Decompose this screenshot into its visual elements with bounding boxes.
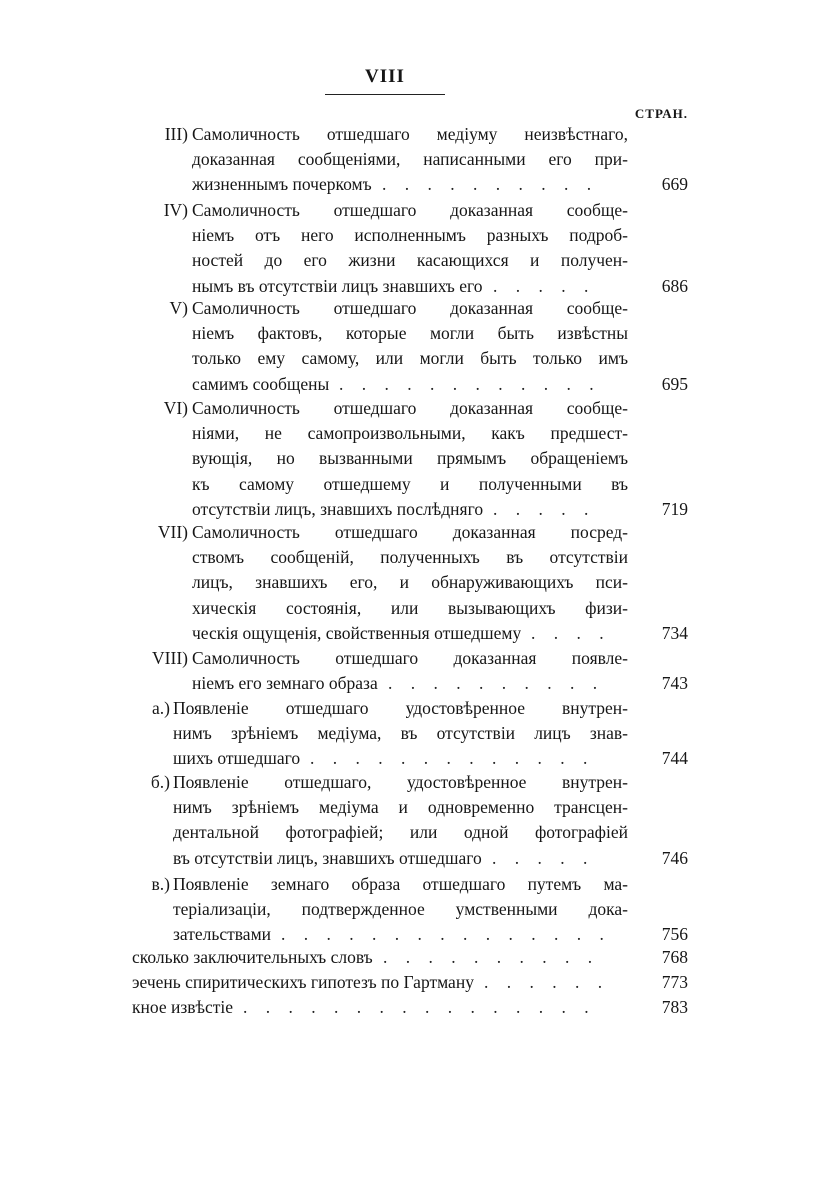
toc-entry-text-line: нымъ въ отсутствіи лицъ знавшихъ его [192,275,483,296]
page-column-header: СТРАН. [634,106,688,121]
toc-entry-text-line: зательствами [173,924,272,945]
toc-entry-text-line: доказанная сообщеніями, написанными его при- [192,149,628,170]
dot-leader: . . . . . [493,498,596,519]
toc-entry-text-line: только ему самому, или могли быть только имъ [192,348,628,369]
toc-entry-text-line: Самоличность отшедшаго доказанная появле- [192,648,628,668]
dot-leader: . . . . . . . . . . . . . . . [281,924,611,945]
toc-entry-text-line: отсутствіи лицъ, знавшихъ послѣдняго [192,498,484,519]
toc-entry-page-number: 719 [661,498,688,519]
toc-entry-text-line: Появленіе отшедшаго удостовѣренное внутрен- [173,698,628,718]
toc-entry-text-line: Самоличность отшедшаго доказанная сообще- [192,398,628,418]
toc-entry-label: VII) [157,522,188,542]
toc-entry-text-line: вующія, но вызванными прямымъ обращеніемъ [192,448,628,469]
dot-leader: . . . . [531,622,611,643]
dot-leader: . . . . . [492,847,595,868]
dot-leader: . . . . . . . . . . [383,947,600,967]
toc-entry-label: VI) [163,398,188,418]
toc-entry-page-number: 756 [661,924,688,945]
dot-leader: . . . . . . . . . . [388,673,605,694]
toc-entry-page-number: 744 [661,748,688,769]
toc-entry-page-number: 686 [661,275,688,296]
toc-entry-text-line: ческія ощущенія, свойственныя отшедшему [192,622,522,643]
toc-entry-text-line: сколько заключительныхъ словъ [132,947,373,967]
dot-leader: . . . . . . [484,972,610,992]
toc-entry-page-number: 695 [661,373,688,394]
toc-entry-label: V) [169,298,188,318]
toc-entry-page-number: 746 [661,847,688,868]
toc-entry-label: III) [164,124,188,144]
dot-leader: . . . . . [493,275,596,296]
toc-entry-label: IV) [163,200,188,220]
dot-leader: . . . . . . . . . . [382,174,599,195]
toc-entry-page-number: 734 [661,622,688,643]
toc-entry-page-number: 743 [661,673,688,694]
toc-entry-page-number: 773 [661,972,688,992]
toc-entry-text-line: нимъ зрѣніемъ медіума, въ отсутствіи лицъ знав- [173,723,628,744]
toc-entry-text-line: эечень спиритическихъ гипотезъ по Гартману [132,972,474,992]
toc-entry-text-line: ніемъ его земнаго образа [192,673,378,694]
toc-entry-text-line: ностей до его жизни касающихся и получен- [192,250,628,271]
toc-entry-text-line: Появленіе отшедшаго, удостовѣренное внутрен- [173,772,628,792]
toc-entry-text-line: лицъ, знавшихъ его, и обнаруживающихъ пси- [192,572,628,593]
toc-entry-text-line: шихъ отшедшаго [173,748,301,769]
toc-entry-text-line: Самоличность отшедшаго доказанная сообще- [192,200,628,220]
dot-leader: . . . . . . . . . . . . . . . . [243,997,596,1017]
toc-entry-text-line: ствомъ сообщеній, полученныхъ въ отсутствіи [192,547,628,568]
toc-entry-text-line: нимъ зрѣніемъ медіума и одновременно трансцен- [173,797,628,818]
toc-entry-text-line: кное извѣстіе [132,997,234,1017]
toc-entry-text-line: ніемъ фактовъ, которые могли быть извѣстны [192,323,628,344]
toc-entry-text-line: Появленіе земнаго образа отшедшаго путемъ ма- [173,874,628,894]
toc-entry-page-number: 768 [661,947,688,967]
toc-entry-text-line: Самоличность отшедшаго доказанная сообще- [192,298,628,318]
toc-entry-page-number: 783 [661,997,688,1017]
header-rule [325,94,445,95]
toc-entry-text-line: Самоличность отшедшаго доказанная посред- [192,522,628,542]
toc-entry-text-line: жизненнымъ почеркомъ [192,174,372,195]
toc-entry-text-line: ніемъ отъ него исполненнымъ разныхъ подроб- [192,225,628,246]
toc-entry-page-number: 669 [661,174,688,195]
toc-entry-label: а.) [152,698,170,718]
toc-entry-text-line: ніями, не самопроизвольными, какъ предшест- [192,423,628,444]
toc-entry-text-line: хическія состоянія, или вызывающихъ физи- [192,597,628,618]
toc-entry-label: б.) [150,772,170,792]
toc-entry-label: в.) [151,874,170,894]
toc-entry-text-line: въ отсутствіи лицъ, знавшихъ отшедшаго [173,847,482,868]
toc-entry-text-line: дентальной фотографіей; или одной фотографіей [173,822,628,843]
toc-entry-text-line: къ самому отшедшему и полученными въ [192,473,628,494]
dot-leader: . . . . . . . . . . . . [339,373,601,394]
page-number: VIII [365,66,405,87]
toc-entry-label: VIII) [152,648,188,668]
toc-entry-text-line: теріализаціи, подтвержденное умственными дока- [173,899,628,920]
toc-entry-text-line: Самоличность отшедшаго медіуму неизвѣстнаго, [192,124,628,144]
toc-entry-text-line: самимъ сообщены [192,373,330,394]
dot-leader: . . . . . . . . . . . . . [310,748,595,769]
